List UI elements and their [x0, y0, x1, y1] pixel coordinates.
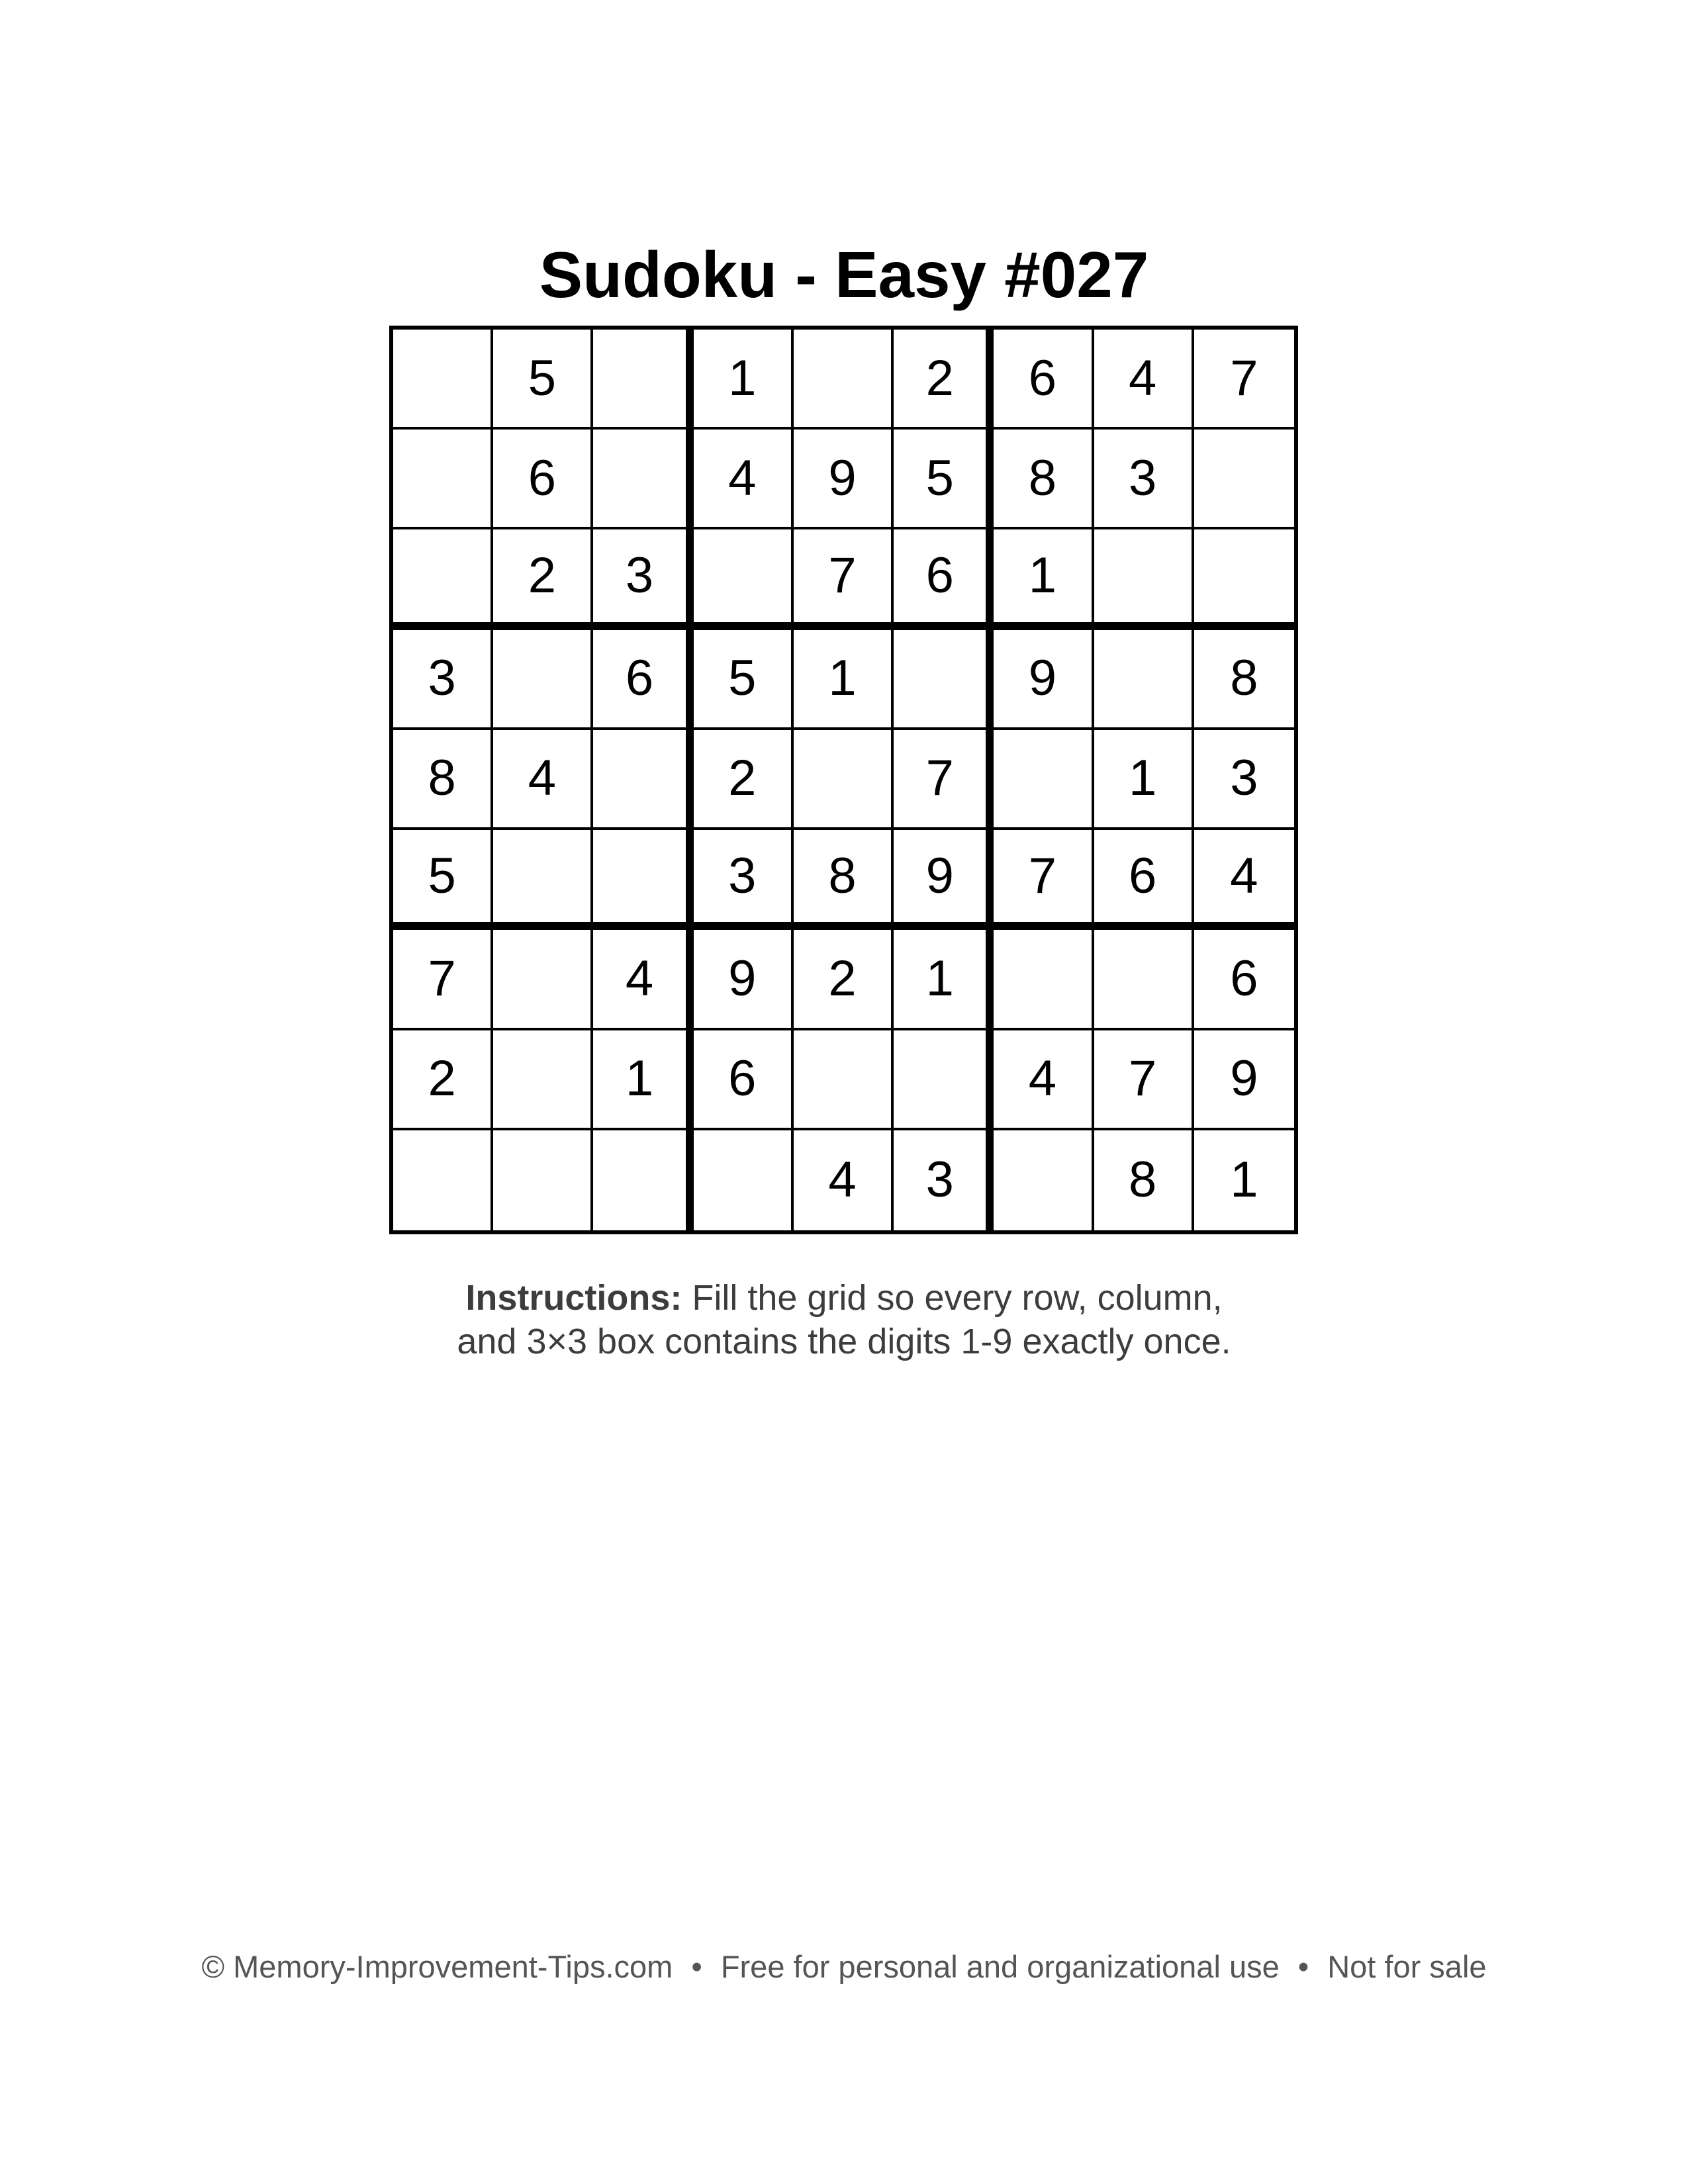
- instructions-label: Instructions:: [465, 1278, 682, 1318]
- sudoku-cell-given: 9: [694, 930, 794, 1030]
- sudoku-grid: [389, 326, 1298, 1234]
- sudoku-cell-given: 6: [1094, 830, 1194, 930]
- sudoku-cell-given: 5: [694, 630, 794, 730]
- sudoku-cell-given: 1: [994, 529, 1094, 629]
- sudoku-cell-empty: [493, 630, 593, 730]
- sudoku-cell-given: 2: [894, 330, 994, 430]
- sudoku-cell-given: 3: [393, 630, 493, 730]
- footer: [0, 1948, 1688, 1985]
- sudoku-cell-empty: [794, 730, 894, 830]
- sudoku-cell-given: 6: [994, 330, 1094, 430]
- sudoku-cell-empty: [593, 430, 693, 529]
- sudoku-cell-empty: [994, 930, 1094, 1030]
- sudoku-cell-empty: [694, 529, 794, 629]
- sudoku-cell-given: 3: [1094, 430, 1194, 529]
- sudoku-cell-empty: [593, 330, 693, 430]
- sudoku-cell-empty: [1194, 430, 1294, 529]
- sudoku-cell-empty: [1094, 529, 1194, 629]
- sudoku-cell-empty: [493, 830, 593, 930]
- footer-separator: •: [1297, 1949, 1309, 1984]
- sudoku-cell-given: 4: [593, 930, 693, 1030]
- sudoku-cell-given: 2: [393, 1030, 493, 1130]
- sudoku-cell-given: 8: [794, 830, 894, 930]
- sudoku-cell-given: 4: [794, 1130, 894, 1230]
- sudoku-cell-empty: [493, 1130, 593, 1230]
- sudoku-cell-given: 7: [994, 830, 1094, 930]
- sudoku-cell-given: 1: [694, 330, 794, 430]
- sudoku-cell-given: 9: [894, 830, 994, 930]
- sudoku-cell-empty: [794, 1030, 894, 1130]
- page-title: Sudoku - Easy #027: [539, 238, 1149, 311]
- sudoku-cell-given: 6: [1194, 930, 1294, 1030]
- sudoku-cell-given: 4: [694, 430, 794, 529]
- sudoku-cell-given: 5: [393, 830, 493, 930]
- footer-separator: •: [691, 1949, 702, 1984]
- sudoku-cell-empty: [794, 330, 894, 430]
- footer-copyright: © Memory-Improvement-Tips.com: [201, 1949, 673, 1984]
- sudoku-cell-empty: [1194, 529, 1294, 629]
- sudoku-cell-given: 3: [694, 830, 794, 930]
- sudoku-cell-empty: [393, 430, 493, 529]
- sudoku-cell-given: 1: [1094, 730, 1194, 830]
- sudoku-cell-given: 1: [794, 630, 894, 730]
- sudoku-cell-given: 7: [894, 730, 994, 830]
- sudoku-cell-given: 8: [393, 730, 493, 830]
- sudoku-cell-given: 4: [1194, 830, 1294, 930]
- sudoku-cell-given: 7: [794, 529, 894, 629]
- sudoku-cell-empty: [1094, 630, 1194, 730]
- sudoku-cell-empty: [593, 730, 693, 830]
- sudoku-cell-empty: [593, 1130, 693, 1230]
- sudoku-cell-empty: [393, 1130, 493, 1230]
- sudoku-cell-empty: [493, 930, 593, 1030]
- sudoku-cell-empty: [894, 630, 994, 730]
- sudoku-cell-given: 3: [593, 529, 693, 629]
- footer-sale: Not for sale: [1327, 1949, 1487, 1984]
- sudoku-cell-given: 2: [493, 529, 593, 629]
- sudoku-cell-given: 2: [694, 730, 794, 830]
- sudoku-cell-given: 6: [694, 1030, 794, 1130]
- sudoku-cell-given: 9: [1194, 1030, 1294, 1130]
- sudoku-cell-given: 6: [593, 630, 693, 730]
- sudoku-cell-empty: [593, 830, 693, 930]
- sudoku-cell-given: 8: [994, 430, 1094, 529]
- sudoku-cell-given: 5: [493, 330, 593, 430]
- instructions-text-1: Fill the grid so every row, column,: [692, 1278, 1223, 1318]
- sudoku-cell-given: 4: [493, 730, 593, 830]
- sudoku-cell-given: 8: [1194, 630, 1294, 730]
- sudoku-cell-given: 1: [593, 1030, 693, 1130]
- sudoku-cell-given: 7: [393, 930, 493, 1030]
- sudoku-cell-given: 4: [1094, 330, 1194, 430]
- sudoku-cell-given: 3: [1194, 730, 1294, 830]
- sudoku-cell-given: 8: [1094, 1130, 1194, 1230]
- sudoku-cell-empty: [393, 330, 493, 430]
- instructions: [0, 1276, 1688, 1363]
- sudoku-cell-empty: [994, 1130, 1094, 1230]
- sudoku-cell-given: 3: [894, 1130, 994, 1230]
- sudoku-cell-given: 1: [894, 930, 994, 1030]
- sudoku-cell-given: 9: [994, 630, 1094, 730]
- sudoku-cell-given: 4: [994, 1030, 1094, 1130]
- sudoku-cell-empty: [1094, 930, 1194, 1030]
- sudoku-cell-given: 1: [1230, 1152, 1258, 1208]
- sudoku-cell-empty: [694, 1130, 794, 1230]
- sudoku-cell-given: 7: [1094, 1030, 1194, 1130]
- sudoku-cell-given: 6: [894, 529, 994, 629]
- sudoku-cell-empty: [493, 1030, 593, 1130]
- instructions-text-2: and 3×3 box contains the digits 1-9 exactly once.: [457, 1322, 1231, 1361]
- sudoku-cell-given: 2: [794, 930, 894, 1030]
- sudoku-cell-empty: [994, 730, 1094, 830]
- sudoku-cell-given: 5: [894, 430, 994, 529]
- sudoku-cell-given: 9: [794, 430, 894, 529]
- sudoku-cell-empty: [393, 529, 493, 629]
- footer-license: Free for personal and organizational use: [720, 1949, 1280, 1984]
- sudoku-cell-empty: [894, 1030, 994, 1130]
- sudoku-cell-given: 7: [1194, 330, 1294, 430]
- sudoku-cell-given: 6: [493, 430, 593, 529]
- instructions-line-1: [0, 1276, 1688, 1320]
